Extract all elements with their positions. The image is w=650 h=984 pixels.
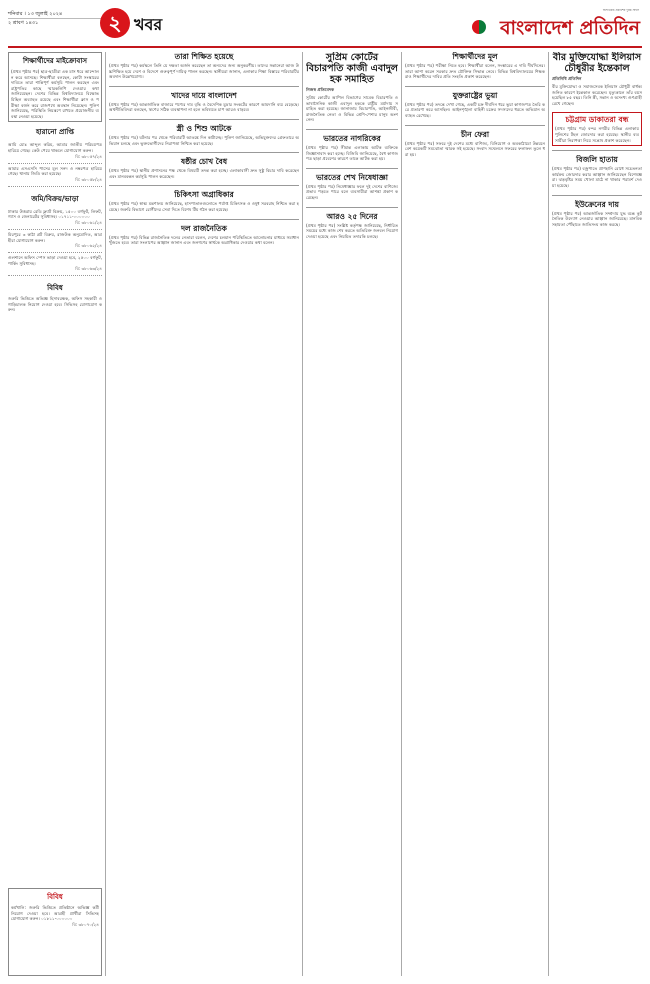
- article-body: (প্রথম পৃষ্ঠার পর) ছাত্র-ছাত্রীরা এক মাস ধরে আন্দোলন করে আসছে। শিক্ষার্থীরা বলছেন, কোটা সংস্কারের দাবিতে তারা শান্তিপূর্ণ কর্মসূচি পালন করছেন এবং রাষ্ট্রপতির কাছে স্মারকলিপি দেওয়ার কথা জানিয়েছেন। দেশের বিভিন্ন বিশ্ববিদ্যালয়ে বিক্ষোভ মিছিল অব্যাহত রয়েছে এবং শিক্ষার্থীরা ক্লাস ও পরীক্ষা বর্জন করে রাজপথে অবস্থান নিয়েছেন। পুলিশ জানিয়েছে, পরিস্থিতি নিয়ন্ত্রণে রাখতে প্রয়োজনীয় ব্যবস্থা নেওয়া হয়েছে।: [11, 69, 99, 119]
- article-headline: ভারতের নাগরিকের: [323, 133, 381, 143]
- article-body: (প্রথম পৃষ্ঠার পর) সীমান্ত এলাকায় আটক ব্যক্তিকে জিজ্ঞাসাবাদ করা হচ্ছে। বিজিবি জানিয়েছে, বৈধ কাগজপত্র ছাড়া প্রবেশের কারণে তাকে আটক করা হয়।: [306, 144, 398, 162]
- article-headline: খাদের দায়ে বাংলাদেশ: [171, 90, 237, 100]
- article-headline: চট্টগ্রাম ডাকাতরা বন্ধ: [565, 115, 629, 125]
- article-headline: চিকিৎসা অগ্রাধিকার: [174, 190, 234, 200]
- article-divider: [109, 219, 299, 220]
- classified-ad: [8, 140, 102, 163]
- issue-date: শনিবার । ১৩ জুলাই ২০২৪: [8, 10, 108, 19]
- article-headline: স্ত্রী ও শিশু আটকে: [176, 123, 232, 133]
- article-body: (প্রথম পৃষ্ঠার পর) পরীক্ষা নিতে হবে। শিক্ষার্থীরা বলেন, সংস্কারের এ দাবি দীর্ঘদিনের। তারা আশা করেন সরকার দ্রুত যৌক্তিক সিদ্ধান্ত নেবে। বিভিন্ন বিশ্ববিদ্যালয়ের শিক্ষকরাও শিক্ষার্থীদের দাবির প্রতি সংহতি প্রকাশ করেছেন।: [405, 63, 545, 80]
- column-1: [8, 52, 102, 884]
- column-4: [405, 52, 545, 976]
- article-divider: [552, 150, 642, 151]
- masthead-logo: [472, 8, 642, 40]
- article: [405, 52, 545, 80]
- article-headline: বীর মুক্তিযোদ্ধা ইলিয়াস চৌধুরীর ইন্তেকাল: [552, 52, 642, 74]
- column-3: [306, 52, 398, 976]
- article-headline: তারা শিক্ষিত হয়েছে: [174, 52, 234, 61]
- article-body: (প্রথম পৃষ্ঠার পর) বজ্রপাতে প্রাণহানি রোধে সচেতনতা কার্যক্রম জোরদার করার আহ্বান জানিয়েছেন বিশেষজ্ঞরা। ঝড়বৃষ্টির সময় খোলা মাঠে না থাকার পরামর্শ দেওয়া হয়েছে।: [552, 166, 642, 188]
- ad-code: বি: ৩৮০৫৮/২৪: [75, 176, 102, 182]
- article-divider: [405, 86, 545, 87]
- logo-emblem-icon: [472, 20, 486, 34]
- article-headline: চীন ফেরা: [460, 129, 490, 139]
- column-divider: [105, 52, 106, 976]
- issue-date-bangla: ২ শ্রাবণ ১৪৩১: [8, 20, 39, 26]
- article-divider: [306, 168, 398, 169]
- article: [405, 130, 545, 158]
- article: [552, 155, 642, 188]
- article: [306, 173, 398, 201]
- page-header: [8, 8, 642, 44]
- article-headline: শিক্ষার্থীদের মাইক্রোবাস: [23, 56, 87, 65]
- article-headline: দল রাজনৈতিক: [181, 223, 227, 233]
- section-title: খবর: [134, 15, 163, 34]
- article: [109, 190, 299, 212]
- article-headline: শিক্ষার্থীদের মূল: [452, 52, 498, 61]
- article-divider: [405, 125, 545, 126]
- classified-heading: বিবিধ: [47, 892, 63, 901]
- ad-code: বি: ৩৮০৫৭/২৪: [75, 153, 102, 159]
- logo-text: বাংলাদেশ প্রতিদিন: [499, 17, 640, 39]
- classified-ad: [8, 207, 102, 230]
- article: [552, 200, 642, 228]
- article: [552, 112, 642, 146]
- article-body: (প্রথম পৃষ্ঠার পর) আন্তর্জাতিক বাজারে পণ্যের দাম বৃদ্ধি ও বৈদেশিক মুদ্রার সংকটের কারণে আমদানি ব্যয় বেড়েছে। অর্থনীতিবিদরা বলছেন, ঋণের সঠিক ব্যবস্থাপনা না হলে ভবিষ্যতে চাপ আরও বাড়বে।: [109, 101, 299, 113]
- column-2: [109, 52, 299, 976]
- article-headline: যুক্তরাষ্ট্রের ভুয়া: [452, 90, 498, 100]
- article-headline: বিজলি হাতায়: [576, 155, 618, 165]
- article-headline: ভারতের শেখ নিষেধাজ্ঞা: [316, 172, 388, 182]
- header-divider: [8, 46, 642, 48]
- article-obituary: [552, 52, 642, 106]
- article-headline: ইউক্রেনের দায়: [575, 199, 619, 209]
- classified-ad: [8, 253, 102, 276]
- classified-property: [8, 193, 102, 277]
- classified-heading: হারানো প্রাপ্তি: [35, 127, 75, 137]
- article-body: (প্রথম পৃষ্ঠার পর) তদন্তে দেখা গেছে, একটি চক্র দীর্ঘদিন ধরে ভুয়া কাগজপত্র তৈরি করে প্রতারণা করে আসছিল। আইনশৃঙ্খলা বাহিনী চক্রের সদস্যদের ধরতে অভিযান অব্যাহত রেখেছে।: [405, 101, 545, 118]
- article-body: (প্রথম পৃষ্ঠার পর) স্বাস্থ্য মন্ত্রণালয় জানিয়েছে, হাসপাতালগুলোতে পর্যাপ্ত চিকিৎসক ও ওষুধ সরবরাহ নিশ্চিত করা হয়েছে। জরুরি বিভাগে রোগীদের সেবা দিতে বিশেষ টিম গঠন করা হয়েছে।: [109, 201, 299, 212]
- ad-text: আমি মোঃ আব্দুল করিম, আমার জাতীয় পরিচয়পত্র হারিয়ে গেছে। কেউ পেয়ে থাকলে যোগাযোগ করুন।: [8, 142, 102, 153]
- article-body: (প্রথম পৃষ্ঠার পর) ঘটনার পর থেকে পরিবারটি আতঙ্কে দিন কাটাচ্ছে। পুলিশ জানিয়েছে, অভিযুক্তদের গ্রেফতারে অভিযান চলছে এবং ভুক্তভোগীদের নিরাপত্তা নিশ্চিত করা হয়েছে।: [109, 134, 299, 146]
- ad-text: মিরপুরে ৩ কাঠা প্লট বিক্রয়, রাজউক অনুমোদিত, আগ্রহীরা যোগাযোগ করুন।: [8, 231, 102, 243]
- classified-bottom: [8, 888, 102, 976]
- article: [109, 224, 299, 246]
- ad-text: জরুরি ভিত্তিতে অভিজ্ঞ হিসাবরক্ষক, অফিস সহকারী ও গাড়িচালক নিয়োগ দেওয়া হবে। সিভিসহ যোগাযোগ করুন।: [8, 296, 102, 313]
- article-body: (প্রথম পৃষ্ঠার পর) স্থানীয় প্রশাসনের পক্ষ থেকে বিষয়টি তদন্ত করা হচ্ছে। এলাকাবাসী দ্রুত সুষ্ঠু বিচার দাবি করেছেন এবং মানববন্ধন কর্মসূচি পালন করেছেন।: [109, 168, 299, 179]
- ad-code: বি: ৩৮০৬২/২৪: [75, 243, 102, 249]
- ad-text: গুলশানে অফিস স্পেস ভাড়া দেওয়া হবে, ২৫০০ বর্গফুট, পার্কিং সুবিধাসহ।: [8, 255, 102, 266]
- column-divider: [401, 52, 402, 976]
- article: [306, 212, 398, 240]
- ad-code: বি: ৩৮০৬৩/২৪: [75, 266, 102, 272]
- article-divider: [109, 185, 299, 186]
- article-body: (প্রথম পৃষ্ঠার পর) বিভিন্ন রাজনৈতিক দলের নেতারা বলেন, দেশের চলমান পরিস্থিতিতে আলোচনার মাধ্যমে সমাধান খুঁজতে হবে। তারা সংলাপের আহ্বান জানান এবং জনগণের স্বার্থকে অগ্রাধিকার দেওয়ার কথা বলেন।: [109, 234, 299, 246]
- article-headline: সুপ্রিম কোর্টের বিচারপতি কাজী এবাদুল হক সমাহিত: [306, 52, 398, 85]
- classified-ad: [8, 164, 102, 187]
- article: [109, 52, 299, 80]
- article-divider: [109, 86, 299, 87]
- column-divider: [302, 52, 303, 976]
- article-body: (প্রথম পৃষ্ঠার পর) বন্দর নগরীর বিভিন্ন এলাকায় পুলিশের টহল জোরদার করা হয়েছে। স্থানীয় ব্যবসায়ীরা নিরাপত্তা নিয়ে সন্তোষ প্রকাশ করেছেন।: [555, 126, 639, 143]
- ad-code: বি: ৩৮০৬১/২৪: [75, 219, 102, 225]
- classified-ad: [8, 230, 102, 253]
- article-justice: [306, 52, 398, 123]
- article-body: (প্রথম পৃষ্ঠার পর) নিষেধাজ্ঞার ফলে দুই দেশের বাণিজ্যে প্রভাব পড়তে পারে বলে ব্যবসায়ীরা আশঙ্কা প্রকাশ করেছেন।: [306, 183, 398, 200]
- article: [109, 157, 299, 179]
- article-divider: [306, 207, 398, 208]
- ad-text: ঢাকার উত্তরায় রেডি ফ্ল্যাট বিক্রয়, ১৫০০ বর্গফুট, লিফট, গ্যাস ও জেনারেটর সুবিধাসহ। ০১৭১১-০০০০০০: [8, 208, 102, 220]
- article-byline: প্রতিনিধি প্রতিদিন: [552, 76, 582, 81]
- article-byline: নিজস্ব প্রতিবেদক: [306, 87, 335, 92]
- article: [405, 91, 545, 119]
- ad-code: বি: ৩৮০৭০/২৪: [72, 921, 99, 927]
- article-body: বীর মুক্তিযোদ্ধা ও সমাজসেবক ইলিয়াস চৌধুরী বার্ধক্যজনিত কারণে ইন্তেকাল করেছেন। মৃত্যুকালে তাঁর বয়স হয়েছিল ৮৫ বছর। তিনি স্ত্রী, সন্তান ও অসংখ্য গুণগ্রাহী রেখে গেছেন।: [552, 84, 642, 106]
- article-body: (প্রথম পৃষ্ঠার পর) সফরে দুই দেশের মধ্যে বাণিজ্য, বিনিয়োগ ও অবকাঠামো উন্নয়নে বেশ কয়েকটি সমঝোতা স্মারক সই হয়েছে। সংবাদ সম্মেলনে সফরের ফলাফল তুলে ধরা হয়।: [405, 140, 545, 157]
- date-block: [8, 10, 108, 27]
- ad-text: কর্মখালি: জরুরি ভিত্তিতে প্রতিষ্ঠানে অভিজ্ঞ কর্মী নিয়োগ দেওয়া হবে। আগ্রহী প্রার্থীরা সিভিসহ যোগাযোগ করুন। ০১৮১১-০০০০০০: [11, 905, 99, 922]
- classified-heading: জমি/বিক্রয়/ভাড়া: [31, 193, 79, 203]
- article-headline: ষষ্ঠীর চোখ বৈধ: [180, 157, 228, 167]
- article-body: (প্রথম পৃষ্ঠার পর) সংশ্লিষ্ট কর্তৃপক্ষ জানিয়েছে, নির্ধারিত সময়ের মধ্যে কাজ শেষ করতে অতিরিক্ত জনবল নিয়োগ দেওয়া হয়েছে এবং নিয়মিত তদারকি চলছে।: [306, 222, 398, 239]
- classified-lost-found: [8, 126, 102, 186]
- article: [109, 91, 299, 113]
- article: [306, 134, 398, 162]
- article-body: সুপ্রিম কোর্টের আপিল বিভাগের সাবেক বিচারপতি ও ভাষাসৈনিক কাজী এবাদুল হককে রাষ্ট্রীয় মর্যাদায় সমাহিত করা হয়েছে। জানাজায় বিচারপতি, আইনজীবী, রাজনৈতিক নেতা ও বিভিন্ন শ্রেণি-পেশার মানুষ অংশ নেন।: [306, 95, 398, 123]
- article-divider: [109, 152, 299, 153]
- classified-misc: [8, 282, 102, 313]
- column-divider: [548, 52, 549, 976]
- article-divider: [109, 119, 299, 120]
- column-5: [552, 52, 642, 976]
- article-students: [8, 52, 102, 122]
- ad-text: আমার এসএসসি পাসের মূল সনদ ও নম্বরপত্র হারিয়ে গেছে। থানায় জিডি করা হয়েছে।: [8, 165, 102, 177]
- page-number-badge: ২: [100, 8, 130, 38]
- article-body: (প্রথম পৃষ্ঠার পর) আন্তর্জাতিক সম্প্রদায় যুদ্ধ বন্ধে কূটনৈতিক উদ্যোগ নেওয়ার আহ্বান জানিয়েছে। মানবিক সহায়তা পৌঁছাতে জাতিসংঘ কাজ করছে।: [552, 210, 642, 227]
- article-divider: [552, 195, 642, 196]
- article-body: (প্রথম পৃষ্ঠার পর) কর্মস্থলে তিনি যে দক্ষতা অর্জন করেছেন তা অন্যদের জন্য অনুকরণীয়। তাদের সন্তানেরা আজ উচ্চশিক্ষিত হয়ে দেশে ও বিদেশে গুরুত্বপূর্ণ দায়িত্ব পালন করছেন। স্থানীয়রা জানান, এলাকার শিক্ষা বিস্তারে পরিবারটির অবদান উল্লেখযোগ্য।: [109, 63, 299, 80]
- article-divider: [306, 129, 398, 130]
- article-headline: আরও ২৫ দিনের: [326, 211, 378, 221]
- logo-tagline: অসংকোচ প্রকাশের দুরন্ত সাহস: [602, 8, 639, 12]
- classified-heading: বিবিধ: [47, 283, 63, 293]
- article: [109, 124, 299, 146]
